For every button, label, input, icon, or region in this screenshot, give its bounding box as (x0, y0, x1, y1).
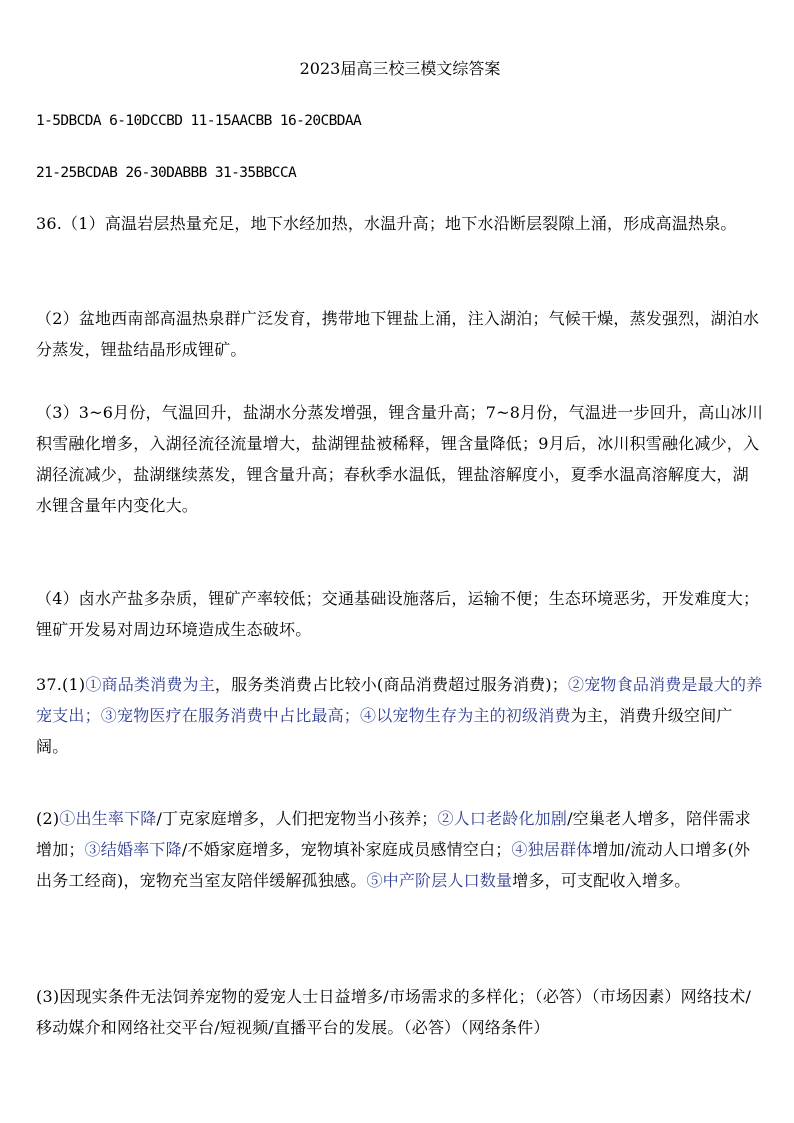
q37-part2-highlight-4: ④独居群体 (511, 840, 593, 859)
q37-part1-highlight-b: ②宠物食品消费是最大的养宠支出；③宠物医疗在服务消费中占比最高；④以宠物生存为主的初级消费 (36, 675, 763, 725)
q37-part2-text-1: /丁克家庭增多，人们把宠物当小孩养； (156, 809, 438, 828)
q37-part2-highlight-5: ⑤中产阶层人口数量 (366, 871, 513, 890)
q37-part2-label: (2) (36, 809, 60, 828)
q37-part1-label: 37.(1) (36, 675, 86, 694)
q37-part2 (36, 803, 764, 896)
q37-part2-text-2: /空巢老人增多，陪伴需求增加； (36, 809, 751, 859)
q36-part2: （2）盆地西南部高温热泉群广泛发育，携带地下锂盐上涌，注入湖泊；气候干燥，蒸发强烈，湖泊水分蒸发，锂盐结晶形成锂矿。 (36, 309, 760, 359)
q36-part4: （4）卤水产盐多杂质，锂矿产率较低；交通基础设施落后，运输不便；生态环境恶劣，开发难度大；锂矿开发易对周边环境造成生态破坏。 (36, 589, 760, 639)
answer-key-line-2: 21-25BCDAB 26-30DABBB 31-35BBCCA (36, 165, 297, 181)
q37-part1-text-b: 为主，消费升级空间广阔。 (36, 706, 733, 756)
q37-part1 (36, 669, 764, 762)
q37-part2-text-4: 增加/流动人口增多(外出务工经商)，宠物充当室友陪伴缓解孤独感。 (36, 840, 751, 890)
page-title: 2023届高三校三模文综答案 (299, 59, 501, 78)
answer-key-line-1: 1-5DBCDA 6-10DCCBD 11-15AACBB 16-20CBDAA (36, 113, 362, 129)
q37-part1-highlight-a: ①商品类消费为主 (85, 675, 215, 694)
q37-part2-text-5: 增多，可支配收入增多。 (512, 871, 691, 890)
q37-part2-highlight-2: ②人口老龄化加剧 (437, 809, 568, 828)
q36-part3: （3）3~6月份，气温回升，盐湖水分蒸发增强，锂含量升高；7~8月份，气温进一步回升，高山冰川积雪融化增多，入湖径流径流量增大，盐湖锂盐被稀释，锂含量降低；9月后，冰川积雪融化减少，入湖径流减少，盐湖继续蒸发，锂含量升高；春秋季水温低，锂盐溶解度小，夏季水温高溶解度大，湖水锂含量年内变化大。 (36, 403, 764, 515)
q37-part2-text-3: /不婚家庭增多，宠物填补家庭成员感情空白； (181, 840, 512, 859)
q37-part2-highlight-3: ③结婚率下降 (84, 840, 182, 859)
q37-part3: (3)因现实条件无法饲养宠物的爱宠人士日益增多/市场需求的多样化；（必答）（市场因素）网络技术/移动媒介和网络社交平台/短视频/直播平台的发展。（必答）（网络条件） (36, 987, 752, 1037)
q36-part1: 36.（1）高温岩层热量充足，地下水经加热，水温升高；地下水沿断层裂隙上涌，形成高温热泉。 (36, 214, 737, 233)
q37-part1-text-a: ，服务类消费占比较小(商品消费超过服务消费)； (214, 675, 569, 694)
q37-part2-highlight-1: ①出生率下降 (59, 809, 157, 828)
